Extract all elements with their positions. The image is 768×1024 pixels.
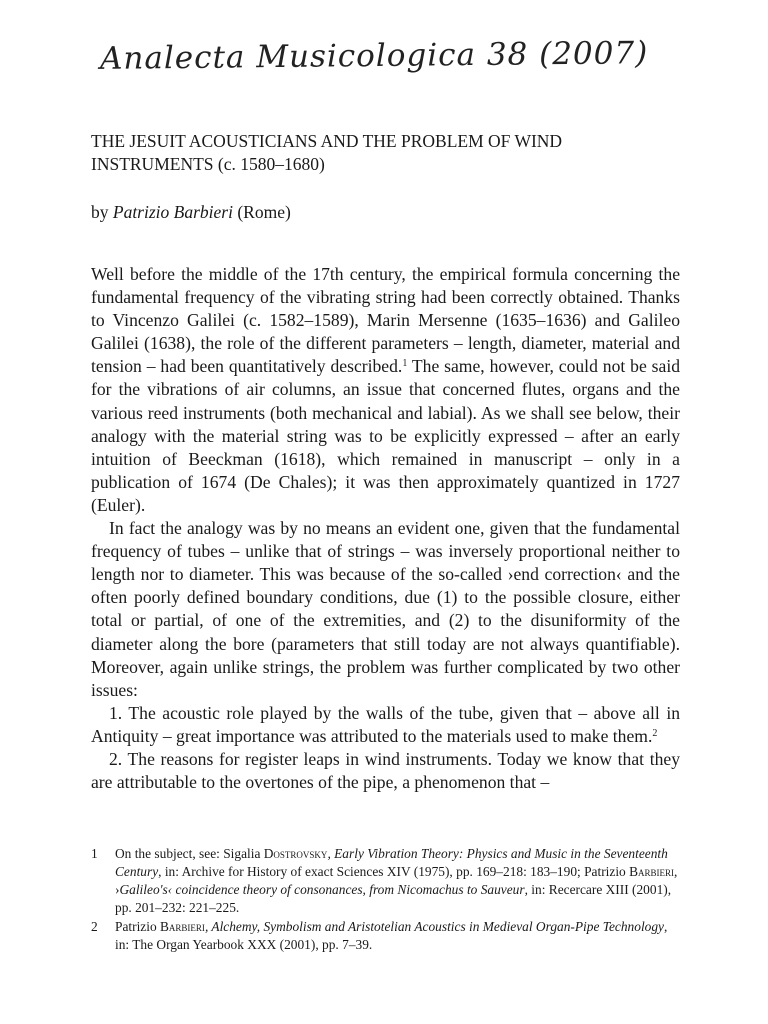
footnote-author: Dostrovsky xyxy=(263,846,328,861)
footnote xyxy=(91,918,680,954)
footnote-ref: 2 xyxy=(652,727,658,739)
paragraph xyxy=(91,702,680,748)
footnotes xyxy=(91,845,680,955)
handwritten-annotation: Analecta Musicologica 38 (2007) xyxy=(99,35,649,77)
footnote-work-title: Galileo's‹ coincidence theory of consonances, from Nicomachus to Sauveur xyxy=(119,882,525,897)
footnote-text: On the subject, see: Sigalia xyxy=(115,846,264,861)
footnote-text: , › xyxy=(115,864,678,897)
paragraph: 2. The reasons for register leaps in wind instruments. Today we know that they are attributable to the overtones of the pipe, a phenomenon that – xyxy=(91,748,680,793)
author-name: Patrizio Barbieri xyxy=(112,202,233,222)
footnote-number: 2 xyxy=(91,919,98,934)
footnote-text: Patrizio xyxy=(115,919,160,934)
article-body xyxy=(91,263,680,794)
footnote-number: 1 xyxy=(91,846,98,861)
paragraph-text: Well before the middle of the 17th century, the empirical formula concerning the fundamental frequency of the vibrating string had been correctly obtained. Thanks to Vincenzo Galilei (c. 1582–1589), Marin Mersenne (1635–1636) and Galileo Galilei (1638), the role of the different parameters – length, diameter, material and tension – had been quantitatively described. xyxy=(91,264,680,377)
footnote-text: , in: Recercare XIII (2001), pp. 201–232: 221–225. xyxy=(115,882,672,915)
footnote-author: Barbieri xyxy=(160,919,205,934)
paragraph-text: 1. The acoustic role played by the walls of the tube, given that – above all in Antiquity – great importance was attributed to the materials used to make them. xyxy=(91,702,680,746)
paragraph xyxy=(91,263,680,517)
footnote-work-title: , Alchemy, Symbolism and Aristotelian Acoustics in Medieval Organ-Pipe Technology xyxy=(204,919,664,934)
footnote-text: , in: The Organ Yearbook XXX (2001), pp. 7–39. xyxy=(115,919,668,952)
footnote-ref: 1 xyxy=(402,358,408,370)
author-affiliation: (Rome) xyxy=(232,202,291,222)
footnote-author: Barbieri xyxy=(629,864,675,879)
article-title: THE JESUIT ACOUSTICIANS AND THE PROBLEM OF WIND INSTRUMENTS (c. 1580–1680) xyxy=(91,131,563,174)
footnote xyxy=(91,845,680,917)
byline xyxy=(91,202,291,223)
footnote-work-title: , Early Vibration Theory: Physics and Music in the Seventeenth Century xyxy=(115,846,668,879)
byline-prefix: by xyxy=(91,202,113,222)
paragraph: In fact the analogy was by no means an evident one, given that the fundamental frequency of tubes – unlike that of strings – was inversely proportional neither to length nor to diameter. This was because of the so-called ›end correction‹ and the often poorly defined boundary conditions, due (1) to the possible closure, either total or partial, of one of the extremities, and (2) to the disuniformity of the diameter along the bore (parameters that still today are not always quantifiable). Moreover, again unlike strings, the problem was further complicated by two other issues: xyxy=(91,518,680,700)
paragraph-text: The same, however, could not be said for the vibrations of air columns, an issue that concerned flutes, organs and the various reed instruments (both mechanical and labial). As we shall see below, their analogy with the material string was to be explicitly expressed – after an early intuition of Beeckman (1618), which remained in manuscript – only in a publication of 1674 (De Chales); it was then approximately quantized in 1727 (Euler). xyxy=(91,356,681,515)
footnote-text: , in: Archive for History of exact Sciences XIV (1975), pp. 169–218: 183–190; Patrizio xyxy=(158,864,630,879)
